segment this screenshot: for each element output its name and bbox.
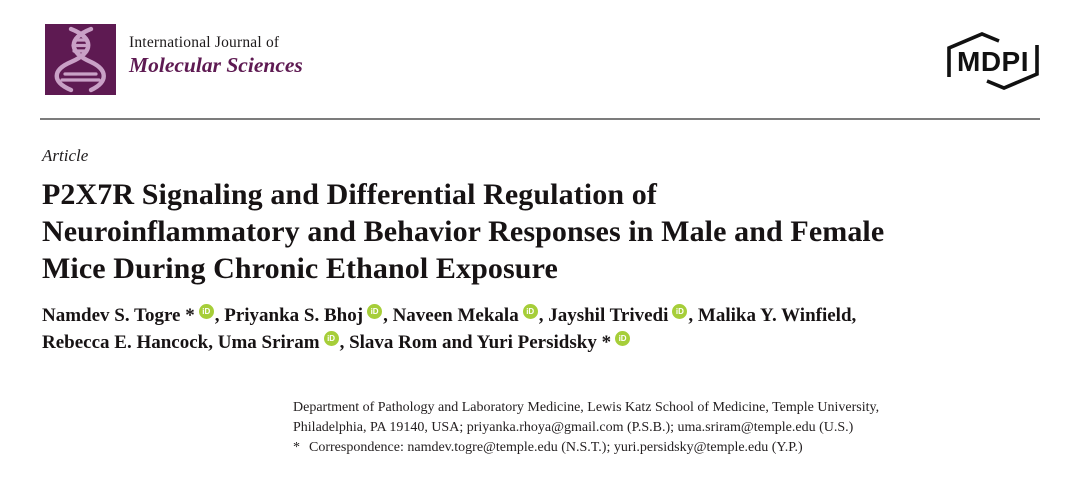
author-list (42, 302, 1042, 356)
orcid-icon-label: iD (526, 307, 535, 316)
header-divider (40, 118, 1040, 120)
author-name: , Priyanka S. Bhoj (214, 305, 364, 326)
article-title (42, 176, 1042, 287)
author-name: Rebecca E. Hancock, Uma Sriram (42, 332, 320, 353)
author-line-1 (42, 302, 1042, 329)
orcid-icon-label: iD (327, 334, 336, 343)
journal-name-line1: International Journal of (129, 34, 280, 51)
mdpi-logo[interactable] (942, 30, 1044, 92)
correspondence-marker: * (293, 440, 300, 455)
article-title-line2: Neuroinflammatory and Behavior Responses in Male and Female (42, 215, 885, 248)
article-title-line1: P2X7R Signaling and Differential Regulation of (42, 178, 657, 211)
article-title-line3: Mice During Chronic Ethanol Exposure (42, 252, 558, 285)
orcid-icon[interactable] (672, 304, 687, 319)
journal-dna-logo-icon (45, 24, 116, 95)
orcid-icon[interactable] (523, 304, 538, 319)
correspondence-text: Correspondence: namdev.togre@temple.edu (N.S.T.); yuri.persidsky@temple.edu (Y.P.) (309, 440, 803, 455)
journal-name (129, 24, 303, 78)
orcid-icon[interactable] (324, 331, 339, 346)
author-name: , Malika Y. Winfield, (688, 305, 857, 326)
orcid-icon-label: iD (370, 307, 379, 316)
affiliation-line1: Department of Pathology and Laboratory Medicine, Lewis Katz School of Medicine, Temple University, (293, 400, 880, 415)
correspondence-line (293, 438, 1042, 458)
orcid-icon-label: iD (618, 334, 627, 343)
orcid-icon-label: iD (675, 307, 684, 316)
affiliation-line2: Philadelphia, PA 19140, USA; priyanka.rhoya@gmail.com (P.S.B.); uma.sriram@temple.edu (U.S.) (293, 420, 854, 435)
author-name: , Slava Rom and Yuri Persidsky * (339, 332, 612, 353)
journal-name-line2: Molecular Sciences (129, 53, 303, 77)
article-type-label: Article (42, 146, 89, 165)
journal-logo-block[interactable] (45, 24, 303, 95)
author-name: Namdev S. Togre * (42, 305, 195, 326)
orcid-icon[interactable] (199, 304, 214, 319)
mdpi-wordmark: MDPI (957, 46, 1029, 77)
affiliation-block (293, 398, 1042, 458)
author-name: , Naveen Mekala (383, 305, 519, 326)
orcid-icon[interactable] (615, 331, 630, 346)
orcid-icon[interactable] (367, 304, 382, 319)
article-header (42, 146, 1042, 458)
orcid-icon-label: iD (202, 307, 211, 316)
author-line-2 (42, 329, 1042, 356)
author-name: , Jayshil Trivedi (538, 305, 669, 326)
